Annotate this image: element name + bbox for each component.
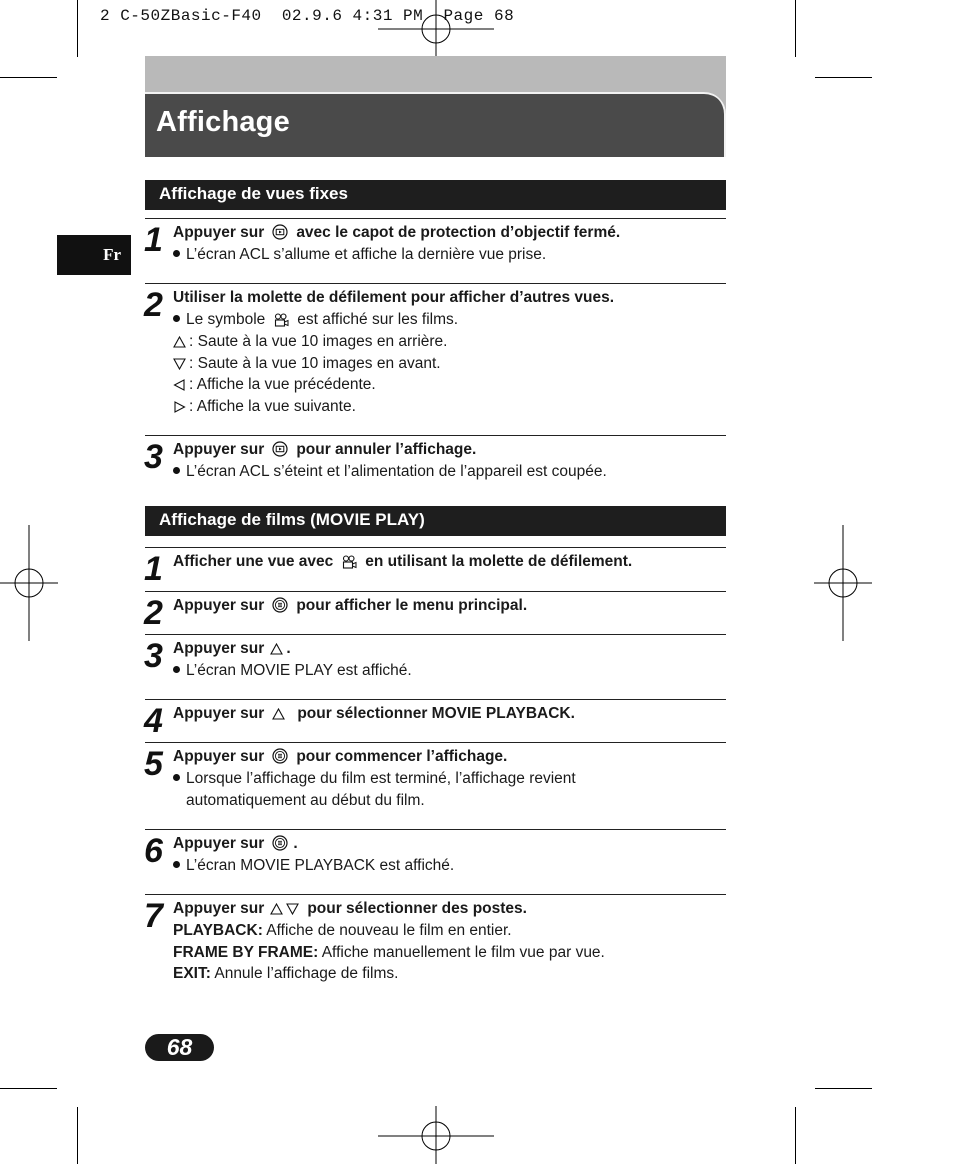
step-text: pour commencer l’affichage. <box>296 748 508 765</box>
step-text: Appuyer sur <box>173 597 265 614</box>
step-text: Appuyer sur <box>173 640 265 657</box>
bullet-continuation: automatiquement au début du film. <box>186 792 425 809</box>
up-triangle-icon <box>272 705 285 727</box>
step-divider <box>145 699 726 700</box>
option-line <box>173 963 398 985</box>
arrow-item-text: : Affiche la vue suivante. <box>189 398 356 415</box>
left-triangle-icon <box>173 376 186 398</box>
option-line <box>173 942 605 964</box>
crop-mark <box>815 77 872 78</box>
step-number: 4 <box>144 702 162 740</box>
step-text: Appuyer sur <box>173 835 265 852</box>
bullet-text: L’écran ACL s’allume et affiche la dernière vue prise. <box>186 246 547 263</box>
registration-mark <box>814 525 872 641</box>
arrow-item-text: : Saute à la vue 10 images en arrière. <box>189 333 448 350</box>
up-triangle-icon <box>173 333 186 355</box>
crop-mark <box>77 0 78 57</box>
step-bullet <box>173 461 607 483</box>
page-number: 68 <box>145 1034 214 1061</box>
step-instruction: Utiliser la molette de défilement pour afficher d’autres vues. <box>173 289 615 306</box>
bullet-icon <box>173 666 180 673</box>
right-triangle-icon <box>173 398 186 420</box>
step-number: 1 <box>144 221 162 259</box>
option-text: Annule l’affichage de films. <box>210 965 399 982</box>
step-instruction <box>173 638 291 662</box>
option-text: Affiche de nouveau le film en entier. <box>262 922 512 939</box>
step-bullet <box>173 768 576 790</box>
page-title: Affichage <box>156 106 290 138</box>
arrow-item <box>173 374 376 398</box>
step-divider <box>145 283 726 284</box>
crop-mark <box>77 1107 78 1164</box>
bullet-icon <box>173 250 180 257</box>
step-text: Appuyer sur <box>173 748 265 765</box>
step-divider <box>145 547 726 548</box>
step-divider <box>145 435 726 436</box>
step-instruction <box>173 898 527 922</box>
option-text: Affiche manuellement le film vue par vue. <box>318 944 605 961</box>
bullet-text: L’écran ACL s’éteint et l’alimentation de l’appareil est coupée. <box>186 463 607 480</box>
step-number: 2 <box>144 286 162 324</box>
step-number: 3 <box>144 637 162 675</box>
step-text: . <box>286 640 291 657</box>
section-heading-still: Affichage de vues fixes <box>145 180 726 210</box>
registration-mark <box>378 1106 494 1164</box>
movie-camera-icon <box>341 554 357 576</box>
bullet-icon <box>173 315 180 322</box>
step-text: Appuyer sur <box>173 900 265 917</box>
registration-mark <box>0 525 58 641</box>
arrow-item-text: : Affiche la vue précédente. <box>189 376 376 393</box>
step-divider <box>145 591 726 592</box>
bullet-icon <box>173 467 180 474</box>
step-number: 6 <box>144 832 162 870</box>
bullet-icon <box>173 861 180 868</box>
step-bullet <box>173 855 454 877</box>
bullet-text: L’écran MOVIE PLAYBACK est affiché. <box>186 857 455 874</box>
arrow-item-text: : Saute à la vue 10 images en avant. <box>189 355 441 372</box>
step-bullet <box>173 244 546 266</box>
up-triangle-icon <box>270 640 283 662</box>
step-text: en utilisant la molette de défilement. <box>365 553 633 570</box>
step-instruction <box>173 551 632 576</box>
bullet-text: est affiché sur les films. <box>297 311 459 328</box>
step-divider <box>145 634 726 635</box>
bullet-text: L’écran MOVIE PLAY est affiché. <box>186 662 412 679</box>
step-bullet <box>173 660 412 682</box>
arrow-item <box>173 396 356 420</box>
step-divider <box>145 829 726 830</box>
bullet-text: Lorsque l’affichage du film est terminé, l’affichage revient <box>186 770 576 787</box>
option-line <box>173 920 512 942</box>
option-label: EXIT: <box>173 965 211 982</box>
bullet-text: Le symbole <box>186 311 266 328</box>
step-number: 2 <box>144 594 162 632</box>
step-text: Appuyer sur <box>173 441 265 458</box>
step-number: 3 <box>144 438 162 476</box>
option-label: FRAME BY FRAME: <box>173 944 319 961</box>
step-text: pour sélectionner MOVIE PLAYBACK. <box>297 705 575 722</box>
crop-mark <box>795 0 796 57</box>
ok-menu-button-icon <box>272 597 288 620</box>
language-tab: Fr <box>57 235 131 275</box>
arrow-item <box>173 331 447 355</box>
step-text: Appuyer sur <box>173 224 265 241</box>
crop-mark <box>795 1107 796 1164</box>
crop-mark <box>0 1088 57 1089</box>
step-divider <box>145 742 726 743</box>
down-triangle-icon <box>286 900 299 922</box>
step-divider <box>145 218 726 219</box>
crop-mark <box>815 1088 872 1089</box>
print-slug: 2 C-50ZBasic-F40 02.9.6 4:31 PM Page 68 <box>100 7 515 25</box>
step-text: pour afficher le menu principal. <box>296 597 528 614</box>
option-label: PLAYBACK: <box>173 922 263 939</box>
step-number: 7 <box>144 897 162 935</box>
step-divider <box>145 894 726 895</box>
section-heading-movie: Affichage de films (MOVIE PLAY) <box>145 506 726 536</box>
step-number: 5 <box>144 745 162 783</box>
step-number: 1 <box>144 550 162 588</box>
crop-mark <box>0 77 57 78</box>
step-text: pour annuler l’affichage. <box>296 441 477 458</box>
step-text: Afficher une vue avec <box>173 553 334 570</box>
step-instruction <box>173 595 527 620</box>
step-instruction <box>173 703 575 727</box>
up-triangle-icon <box>270 900 283 922</box>
step-text: Appuyer sur <box>173 705 265 722</box>
step-text: avec le capot de protection d’objectif fermé. <box>296 224 621 241</box>
step-text: pour sélectionner des postes. <box>307 900 527 917</box>
step-text: . <box>293 835 298 852</box>
bullet-icon <box>173 774 180 781</box>
